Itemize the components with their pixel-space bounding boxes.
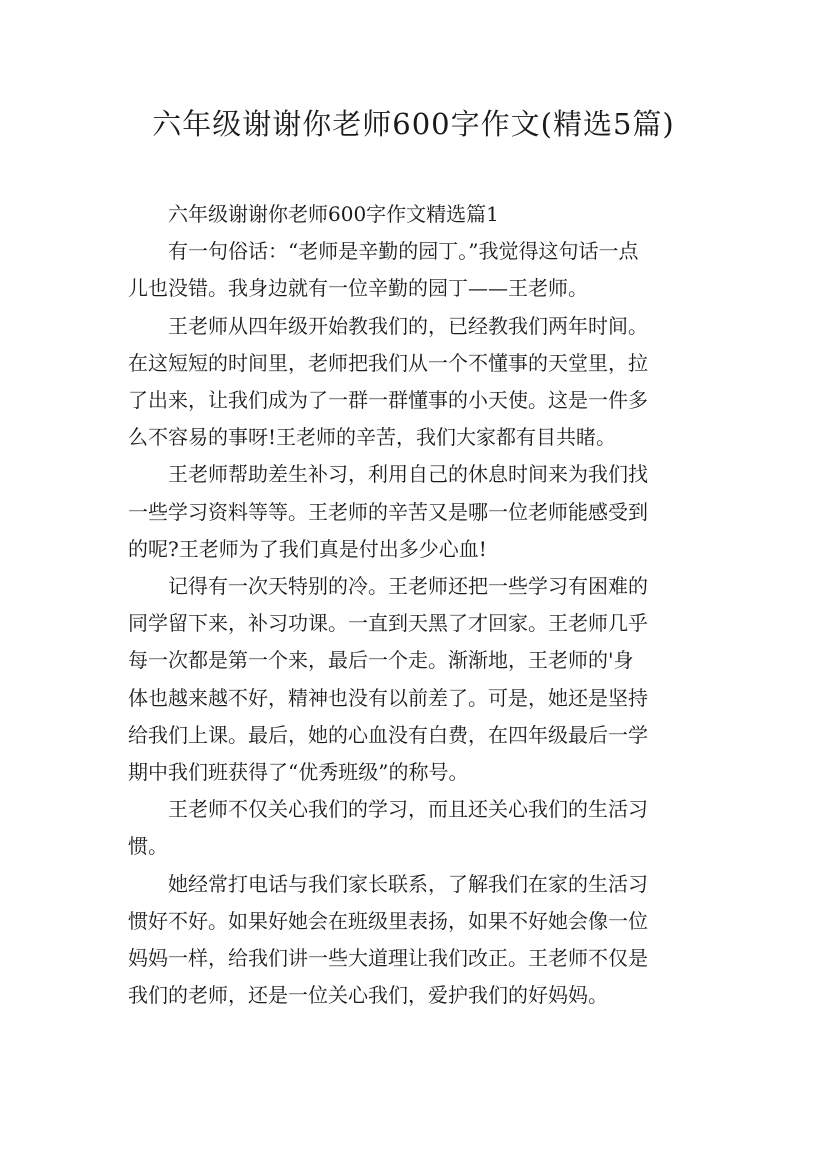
paragraph: 她经常打电话与我们家长联系，了解我们在家的生活习 惯好不好。如果好她会在班级里表扬，如果不好她会像一位 妈妈一样，给我们讲一些大道理让我们改正。王老师不仅是 我们的老师，还是一位关心我们，爱护我们的好妈妈。	[128, 871, 648, 1008]
document-title: 六年级谢谢你老师600字作文(精选5篇)	[152, 107, 675, 141]
paragraph: 记得有一次天特别的冷。王老师还把一些学习有困难的 同学留下来，补习功课。一直到天黑了才回家。王老师几乎 每一次都是第一个来，最后一个走。渐渐地，王老师的'身 体也越来越不好，精神也没有以前差了。可是，她还是坚持 给我们上课。最后，她的心血没有白费，在四年级最后一学 期中我们班获得了“优秀班级”的称号。	[128, 574, 648, 785]
paragraph: 王老师不仅关心我们的学习，而且还关心我们的生活习 惯。	[128, 797, 648, 859]
paragraph: 有一句俗话：“老师是辛勤的园丁。”我觉得这句话一点 儿也没错。我身边就有一位辛勤的园丁——王老师。	[128, 239, 639, 301]
paragraph: 王老师从四年级开始教我们的，已经教我们两年时间。 在这短短的时间里，老师把我们从一个不懂事的天堂里，拉 了出来，让我们成为了一群一群懂事的小天使。这是一件多 么不容易的事呀!王老师的辛苦，我们大家都有目共睹。	[128, 313, 648, 450]
section-heading: 六年级谢谢你老师600字作文精选篇1	[168, 202, 499, 226]
paragraph: 王老师帮助差生补习，利用自己的休息时间来为我们找 一些学习资料等等。王老师的辛苦又是哪一位老师能感受到 的呢?王老师为了我们真是付出多少心血!	[128, 462, 648, 561]
document-body	[128, 196, 704, 1014]
